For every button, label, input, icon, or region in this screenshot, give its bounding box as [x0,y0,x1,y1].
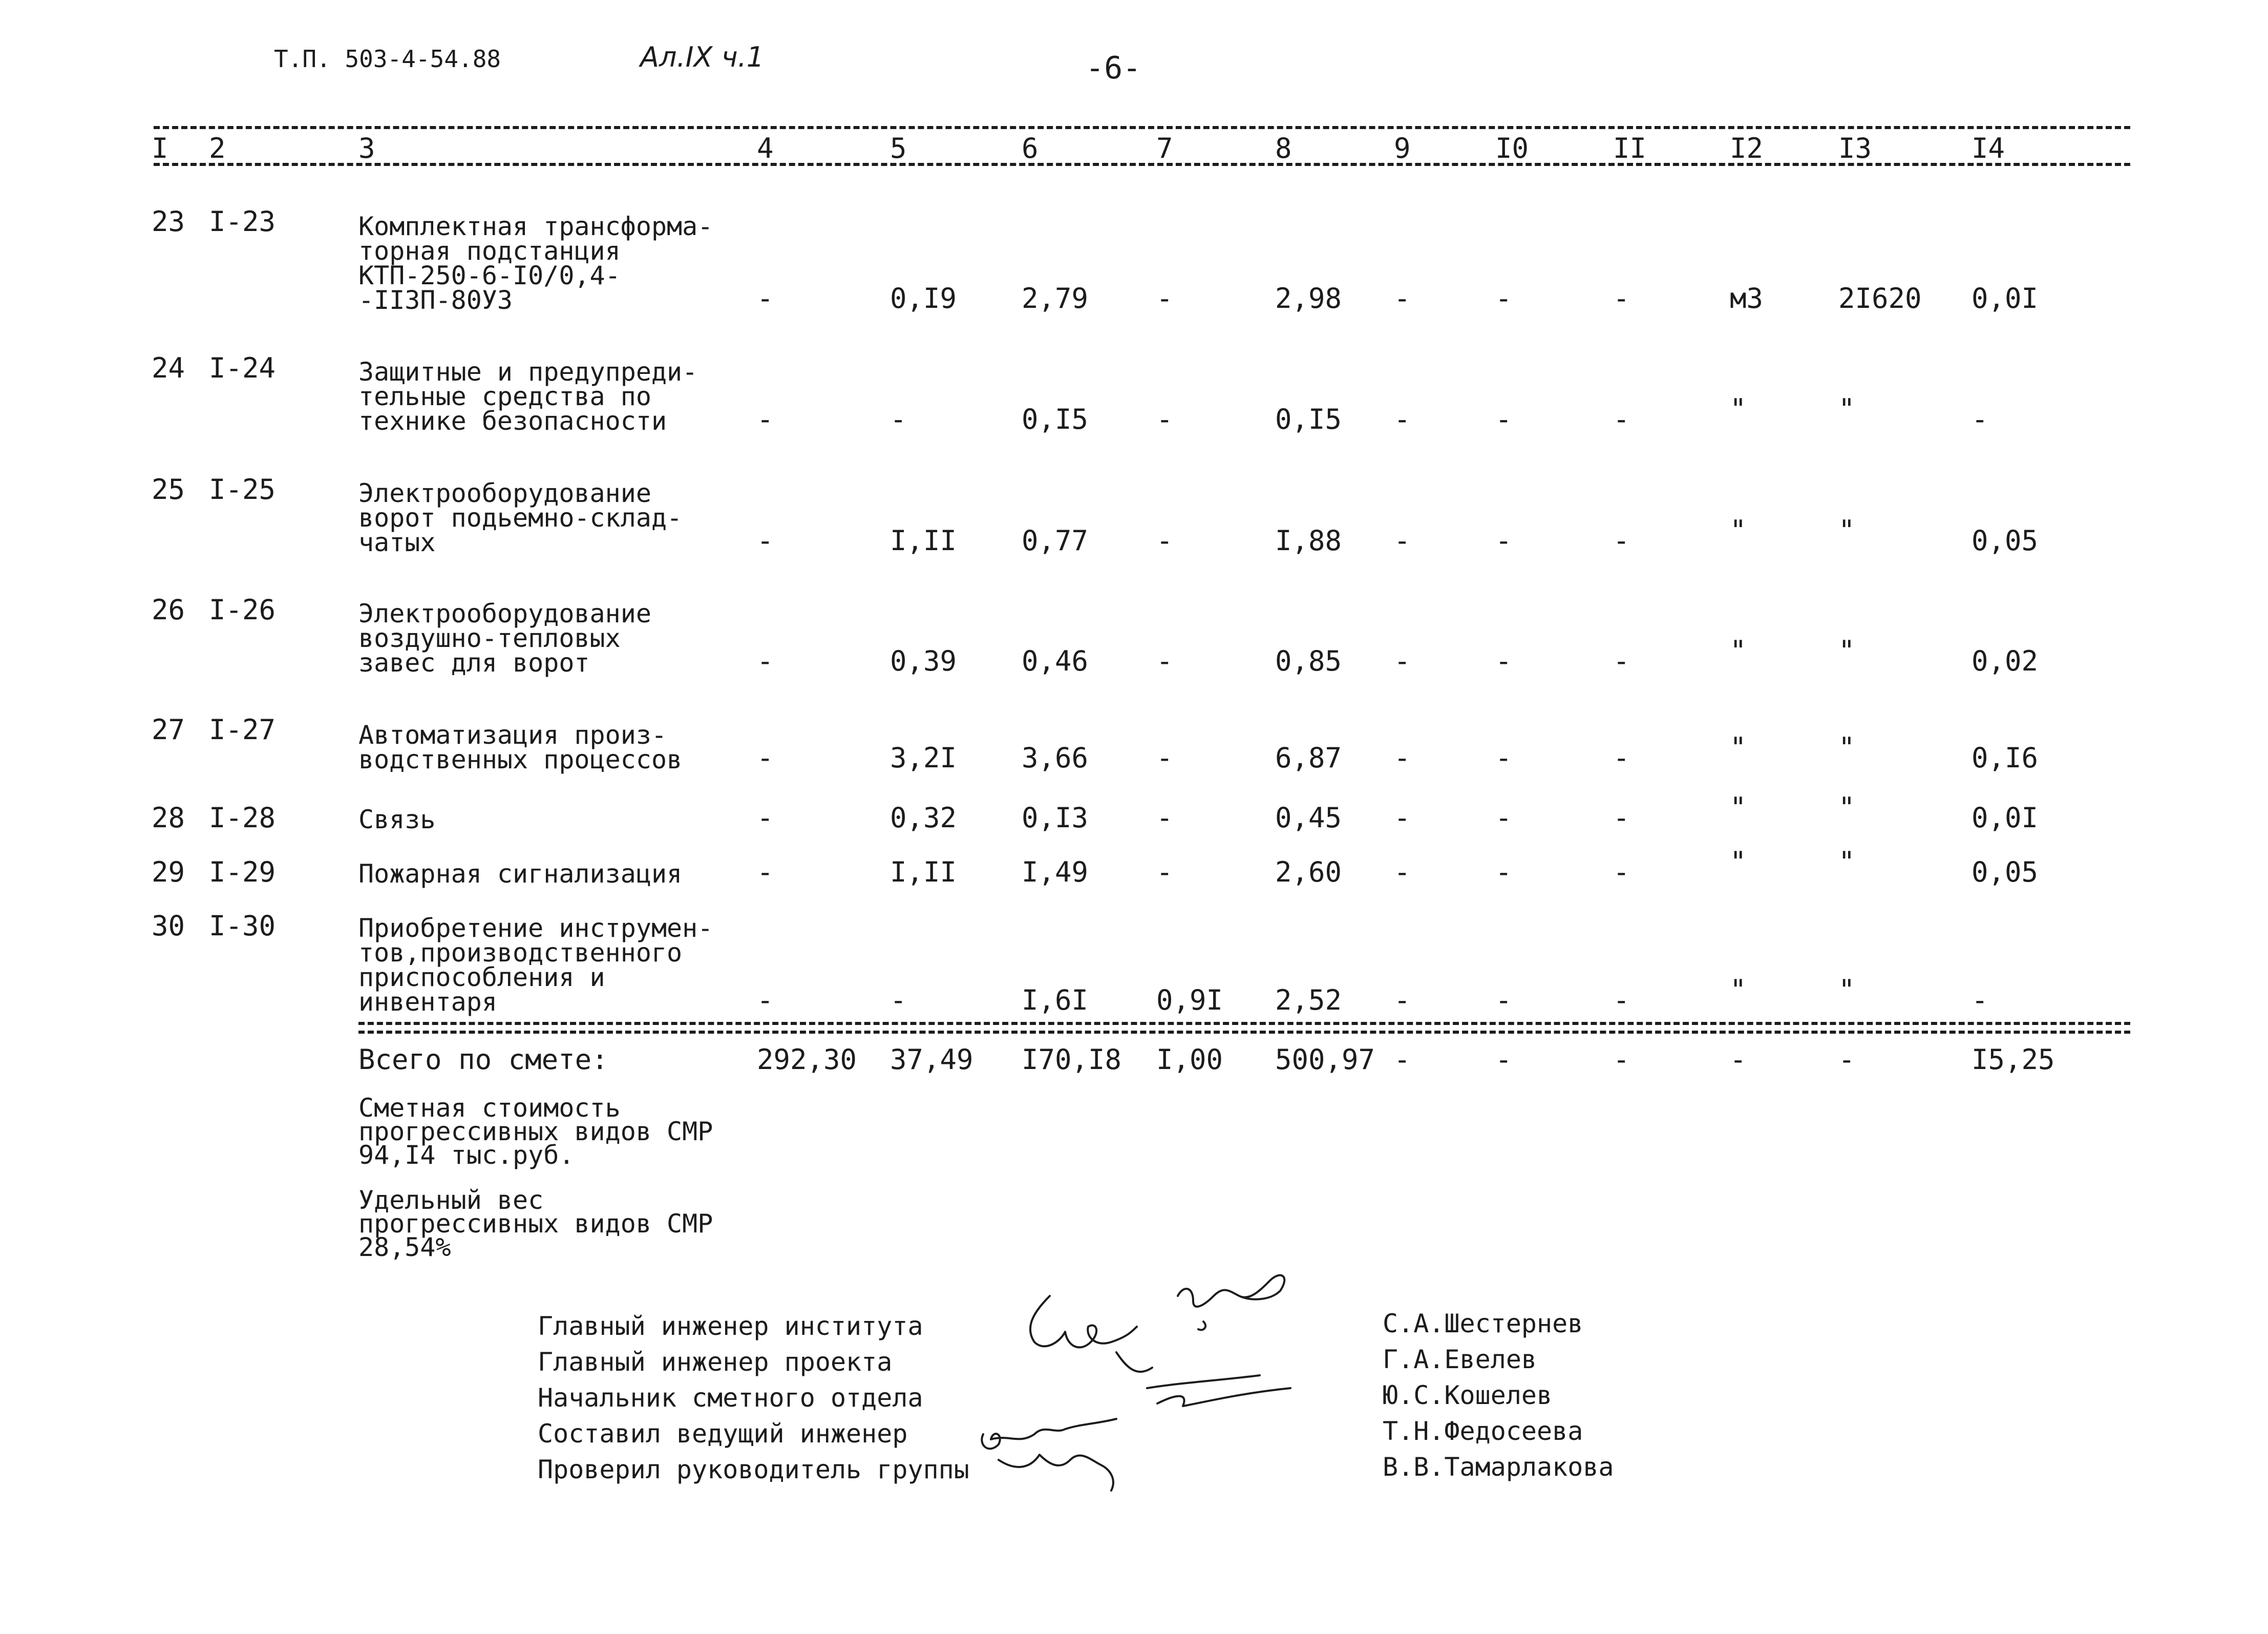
album-reference: Ал.IX ч.1 [640,41,765,73]
row-col-6: 0,I3 [1022,802,1089,834]
row-number: 24 [152,352,185,384]
row-col-9: - [1394,742,1411,774]
row-col-12: " [1730,974,1747,1006]
row-description: Электрооборудование воздушно-тепловых завес для ворот [358,599,651,678]
total-top-rule-2 [358,1031,2130,1034]
row-col-13: " [1838,393,1855,425]
signature-title: Главный инженер института [538,1311,923,1341]
row-col-10: - [1495,802,1512,834]
signature-stroke [1147,1375,1260,1388]
total-top-rule [358,1022,2130,1025]
row-col-6: 3,66 [1022,742,1089,774]
row-col-6: 0,77 [1022,525,1089,557]
row-col-5: I,II [890,856,957,888]
row-col-7: - [1156,802,1173,834]
signature-stroke [982,1419,1116,1449]
row-col-10: - [1495,856,1512,888]
row-col-10: - [1495,984,1512,1016]
row-col-8: 0,I5 [1275,403,1342,435]
signature-name: Ю.С.Кошелев [1383,1380,1553,1410]
row-col-10: - [1495,282,1512,315]
row-number: 27 [152,714,185,746]
row-col-6: 2,79 [1022,282,1089,315]
row-col-4: - [757,984,774,1016]
row-description: Автоматизация произ- водственных процессов [358,720,683,774]
total-col-6: I70,I8 [1022,1043,1122,1076]
row-code: I-29 [209,856,276,888]
row-col-9: - [1394,856,1411,888]
table-row [0,716,2268,772]
row-col-4: - [757,525,774,557]
row-col-5: 0,39 [890,645,957,677]
row-col-14: 0,I6 [1972,742,2039,774]
row-col-10: - [1495,645,1512,677]
row-number: 30 [152,910,185,942]
row-number: 25 [152,473,185,506]
row-col-4: - [757,856,774,888]
row-description: Комплектная трансформа- торная подстанция КТП-250-6-I0/0,4- -II3П-80УЗ [358,212,713,315]
header-bottom-rule [154,163,2130,166]
signature-title: Начальник сметного отдела [538,1383,923,1413]
row-description: Связь [358,805,436,834]
row-description: Пожарная сигнализация [358,859,683,889]
row-code: I-23 [209,205,276,238]
colnum-3: 3 [358,132,375,164]
row-col-11: - [1613,802,1630,834]
progressive-cost-note: Сметная стоимость прогрессивных видов СМР 94,I4 тыс.руб. [358,1093,713,1170]
row-code: I-27 [209,714,276,746]
row-col-14: - [1972,984,1988,1016]
row-col-13: " [1838,974,1855,1006]
signature-name: В.В.Тамарлакова [1383,1452,1614,1482]
row-col-12: " [1730,791,1747,824]
row-code: I-24 [209,352,276,384]
row-col-14: 0,05 [1972,856,2039,888]
total-col-7: I,00 [1156,1043,1223,1076]
row-col-14: 0,05 [1972,525,2039,557]
table-row [0,910,2268,1017]
signature-name: С.А.Шестернев [1383,1309,1583,1338]
row-col-4: - [757,742,774,774]
table-row [0,594,2268,678]
row-number: 23 [152,205,185,238]
row-col-5: 0,I9 [890,282,957,315]
handwritten-signatures [963,1265,1362,1511]
total-col-5: 37,49 [890,1043,973,1076]
colnum-9: 9 [1394,132,1411,164]
row-col-12: " [1730,514,1747,547]
row-col-8: 0,45 [1275,802,1342,834]
colnum-12: I2 [1730,132,1764,164]
colnum-13: I3 [1838,132,1872,164]
row-col-5: 3,2I [890,742,957,774]
row-col-13: " [1838,514,1855,547]
total-col-12: - [1730,1043,1747,1076]
total-col-4: 292,30 [757,1043,857,1076]
row-col-9: - [1394,403,1411,435]
row-col-4: - [757,282,774,315]
row-col-13: " [1838,731,1855,764]
row-col-9: - [1394,525,1411,557]
row-col-11: - [1613,645,1630,677]
colnum-11: II [1613,132,1647,164]
row-col-14: 0,0I [1972,802,2039,834]
signature-name: Т.Н.Федосеева [1383,1416,1583,1446]
colnum-10: I0 [1495,132,1529,164]
signature-stroke [1030,1296,1137,1347]
total-col-13: - [1838,1043,1855,1076]
row-col-4: - [757,802,774,834]
progressive-share-note: Удельный вес прогрессивных видов СМР 28,54% [358,1185,713,1262]
row-col-5: 0,32 [890,802,957,834]
total-label: Всего по смете: [358,1043,608,1076]
page-number: -6- [1086,50,1141,86]
row-col-7: - [1156,742,1173,774]
row-col-9: - [1394,645,1411,677]
row-col-14: 0,0I [1972,282,2039,315]
total-col-10: - [1495,1043,1512,1076]
table-row [0,791,2268,834]
row-col-7: - [1156,525,1173,557]
row-col-11: - [1613,742,1630,774]
signature-name: Г.А.Евелев [1383,1345,1537,1374]
row-col-9: - [1394,802,1411,834]
row-col-8: 2,52 [1275,984,1342,1016]
signature-stroke [1178,1275,1284,1307]
row-col-8: 6,87 [1275,742,1342,774]
row-col-7: 0,9I [1156,984,1223,1016]
row-col-9: - [1394,984,1411,1016]
row-col-6: I,6I [1022,984,1089,1016]
row-code: I-30 [209,910,276,942]
row-col-12: " [1730,731,1747,764]
row-col-10: - [1495,403,1512,435]
row-col-11: - [1613,525,1630,557]
row-col-11: - [1613,403,1630,435]
row-col-9: - [1394,282,1411,315]
row-col-8: 2,60 [1275,856,1342,888]
row-col-5: - [890,984,907,1016]
row-col-13: " [1838,791,1855,824]
colnum-7: 7 [1156,132,1173,164]
signature-title: Составил ведущий инженер [538,1419,908,1449]
row-col-4: - [757,645,774,677]
signature-stroke [999,1455,1113,1491]
row-col-13: " [1838,846,1855,878]
row-col-6: 0,I5 [1022,403,1089,435]
row-col-7: - [1156,645,1173,677]
colnum-5: 5 [890,132,907,164]
signature-stroke [1157,1388,1290,1406]
header-top-rule [154,126,2130,129]
table-row [0,205,2268,315]
row-col-11: - [1613,984,1630,1016]
row-number: 29 [152,856,185,888]
row-col-5: - [890,403,907,435]
row-col-6: 0,46 [1022,645,1089,677]
total-col-14: I5,25 [1972,1043,2055,1076]
row-col-10: - [1495,525,1512,557]
row-col-7: - [1156,856,1173,888]
signature-title: Главный инженер проекта [538,1347,893,1377]
row-col-6: I,49 [1022,856,1089,888]
document-code: Т.П. 503-4-54.88 [274,45,501,73]
row-col-13: " [1838,635,1855,667]
row-col-5: I,II [890,525,957,557]
row-number: 28 [152,802,185,834]
row-col-14: - [1972,403,1988,435]
total-col-8: 500,97 [1275,1043,1375,1076]
total-col-11: - [1613,1043,1630,1076]
row-col-14: 0,02 [1972,645,2039,677]
row-col-8: 2,98 [1275,282,1342,315]
row-col-11: - [1613,282,1630,315]
table-row [0,474,2268,555]
row-col-8: 0,85 [1275,645,1342,677]
signature-stroke [1198,1322,1205,1330]
row-description: Приобретение инструмен- тов,производственного приспособления и инвентаря [358,913,713,1017]
row-col-4: - [757,403,774,435]
row-col-10: - [1495,742,1512,774]
row-col-12: м3 [1730,282,1764,315]
row-col-8: I,88 [1275,525,1342,557]
row-col-11: - [1613,856,1630,888]
colnum-14: I4 [1972,132,2005,164]
signature-stroke [1116,1352,1152,1372]
colnum-8: 8 [1275,132,1292,164]
row-number: 26 [152,594,185,626]
colnum-2: 2 [209,132,226,164]
colnum-4: 4 [757,132,774,164]
row-code: I-25 [209,473,276,506]
row-code: I-26 [209,594,276,626]
colnum-6: 6 [1022,132,1038,164]
row-col-7: - [1156,403,1173,435]
table-row [0,352,2268,436]
row-code: I-28 [209,802,276,834]
signature-title: Проверил руководитель группы [538,1455,969,1484]
row-description: Электрооборудование ворот подьемно-склад- чатых [358,478,683,557]
table-row [0,846,2268,889]
row-col-12: " [1730,635,1747,667]
row-col-12: " [1730,846,1747,878]
colnum-1: I [152,132,168,164]
total-col-9: - [1394,1043,1411,1076]
row-col-13: 2I620 [1838,282,1922,315]
row-col-7: - [1156,282,1173,315]
total-row [0,1045,2268,1074]
row-description: Защитные и предупреди- тельные средства по технике безопасности [358,357,698,436]
row-col-12: " [1730,393,1747,425]
